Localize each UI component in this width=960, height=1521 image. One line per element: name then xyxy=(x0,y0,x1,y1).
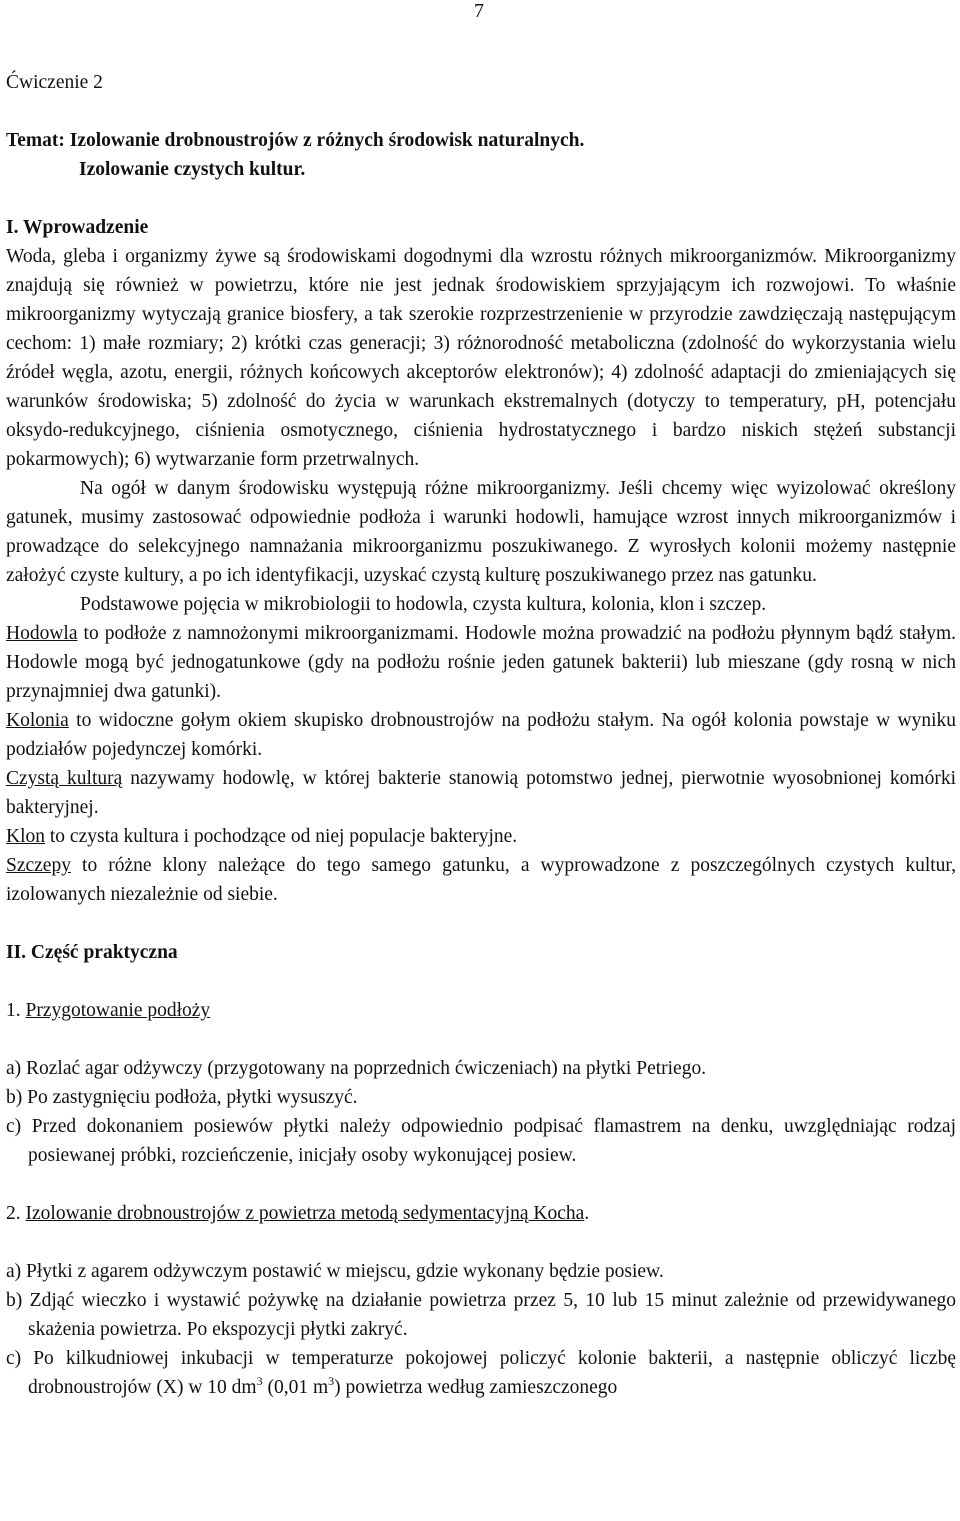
section-2-step-a: a) Płytki z agarem odżywczym postawić w miejscu, gdzie wykonany będzie posiew. xyxy=(6,1261,664,1282)
step-text: (0,01 m xyxy=(262,1377,329,1398)
section-2-step-c xyxy=(6,1344,956,1402)
definition-czysta-kultura xyxy=(6,764,956,822)
section-number: 2. xyxy=(6,1203,26,1224)
definition-term: Kolonia xyxy=(6,710,69,731)
section-title: Izolowanie drobnoustrojów z powietrza metodą sedymentacyjną Kocha xyxy=(25,1203,585,1224)
superscript: 3 xyxy=(328,1374,335,1388)
section-title-end: . xyxy=(584,1203,590,1224)
definition-text: to widoczne gołym okiem skupisko drobnoustrojów na podłożu stałym. Na ogół kolonia powstaje w wyniku podziałów pojedynczej komórki. xyxy=(6,710,956,760)
section-2-step-b: b) Zdjąć wieczko i wystawić pożywkę na działanie powietrza przez 5, 10 lub 15 minut zależnie od przewidywanego skażenia powietrza. Po ekspozycji płytki zakryć. xyxy=(6,1290,956,1340)
definition-klon xyxy=(6,822,956,851)
topic-line-1: Temat: Izolowanie drobnoustrojów z różnych środowisk naturalnych. xyxy=(6,130,585,151)
definition-szczepy xyxy=(6,851,956,909)
intro-paragraph-2: Na ogół w danym środowisku występują różne mikroorganizmy. Jeśli chcemy więc wyizolować określony gatunek, musimy zastosować odpowiednie podłoża i warunki hodowli, hamujące wzrost innych mikroorganizmów i prowadzące do selekcyjnego namnażania mikroorganizmu poszukiwanego. Z wyrosłych kolonii możemy następnie założyć czyste kultury, a po ich identyfikacji, uzyskać czystą kulturę poszukiwanego przez nas gatunku. xyxy=(6,478,956,586)
definition-text: to podłoże z namnożonymi mikroorganizmami. Hodowle można prowadzić na podłożu płynnym bądź stałym. Hodowle mogą być jednogatunkowe (gdy na podłożu rośnie jeden gatunek bakterii) lub mieszane (gdy rosną w nich przynajmniej dwa gatunki). xyxy=(6,623,956,702)
section-1-step-b: b) Po zastygnięciu podłoża, płytki wysuszyć. xyxy=(6,1087,358,1108)
section-1-step-a: a) Rozlać agar odżywczy (przygotowany na poprzednich ćwiczeniach) na płytki Petriego. xyxy=(6,1058,707,1079)
topic-line-2: Izolowanie czystych kultur. xyxy=(79,159,306,180)
practical-heading: II. Część praktyczna xyxy=(6,942,178,963)
intro-paragraph-1: Woda, gleba i organizmy żywe są środowiskami dogodnymi dla wzrostu różnych mikroorganizmów. Mikroorganizmy znajdują się również w powietrzu, które nie jest jednak środowiskiem sprzyjającym ich rozwojowi. To właśnie mikroorganizmy wytyczają granice biosfery, a tak szerokie rozprzestrzenienie w przyrodzie zawdzięczają następującym cechom: 1) małe rozmiary; 2) krótki czas generacji; 3) różnorodność metaboliczna (zdolność do wykorzystania wielu źródeł węgla, azotu, energii, różnych końcowych akceptorów elektronów); 4) zdolność adaptacji do zmieniających się warunków środowiska; 5) zdolność do życia w warunkach ekstremalnych (dotyczy to temperatury, pH, potencjału oksydo-redukcyjnego, ciśnienia osmotycznego, ciśnienia hydrostatycznego i bardzo niskich stężeń substancji pokarmowych); 6) wytwarzanie form przetrwalnych. xyxy=(6,246,956,470)
definition-text: to różne klony należące do tego samego gatunku, a wyprowadzone z poszczególnych czystych kultur, izolowanych niezależnie od siebie. xyxy=(6,855,956,905)
superscript: 3 xyxy=(256,1374,263,1388)
definition-term: Hodowla xyxy=(6,623,78,644)
section-number: 1. xyxy=(6,1000,26,1021)
definition-term: Klon xyxy=(6,826,45,847)
intro-paragraph-3: Podstawowe pojęcia w mikrobiologii to hodowla, czysta kultura, kolonia, klon i szczep. xyxy=(80,594,767,615)
section-title: Przygotowanie podłoży xyxy=(25,1000,211,1021)
step-text: c) Po kilkudniowej inkubacji w temperaturze pokojowej policzyć kolonie bakterii, a następnie obliczyć liczbę drobnoustrojów (X) w 10 dm xyxy=(6,1348,956,1398)
intro-heading: I. Wprowadzenie xyxy=(6,217,149,238)
definition-text: to czysta kultura i pochodzące od niej populacje bakteryjne. xyxy=(45,826,518,847)
definition-term: Czystą kulturą xyxy=(6,768,123,789)
definition-term: Szczepy xyxy=(6,855,71,876)
section-1-step-c: c) Przed dokonaniem posiewów płytki należy odpowiednio podpisać flamastrem na denku, uwzględniając rodzaj posiewanej próbki, rozcieńczenie, inicjały osoby wykonującej posiew. xyxy=(6,1116,956,1166)
definition-text: nazywamy hodowlę, w której bakterie stanowią potomstwo jednej, pierwotnie wyosobnionej komórki bakteryjnej. xyxy=(6,768,956,818)
page-number: 7 xyxy=(474,0,484,22)
section-1-heading xyxy=(6,996,956,1025)
section-2-heading xyxy=(6,1199,956,1228)
document-body xyxy=(6,68,956,1402)
definition-hodowla xyxy=(6,619,956,706)
step-text: ) powietrza według zamieszczonego xyxy=(334,1377,618,1398)
exercise-title: Ćwiczenie 2 xyxy=(6,72,103,93)
definition-kolonia xyxy=(6,706,956,764)
